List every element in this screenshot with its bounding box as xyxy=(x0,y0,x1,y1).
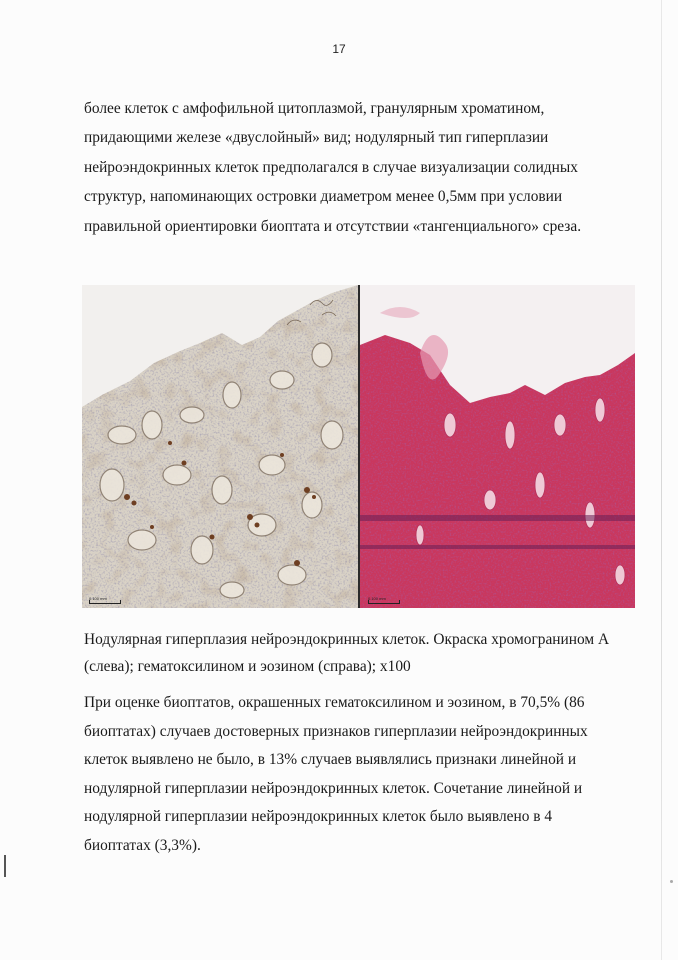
page-edge xyxy=(661,0,662,960)
micrograph-figure xyxy=(82,285,635,608)
paragraph-2: При оценке биоптатов, окрашенных гематоксилином и эозином, в 70,5% (86 биоптатах) случаев достоверных признаков гиперплазии нейроэндокринных клеток выявлено не было, в 13% случаев выявлялись признаки линейной и нодулярной гиперплазии нейроэндокринных клеток. Сочетание линейной и нодулярной гиперплазии нейроэндокринных клеток было выявлено в 4 биоптатах (3,3%). xyxy=(84,694,588,854)
page-number: 17 xyxy=(332,42,346,56)
hematoxylin-eosin-micrograph xyxy=(360,285,635,608)
scan-margin-mark xyxy=(4,855,6,877)
figure-caption: Нодулярная гиперплазия нейроэндокринных клеток. Окраска хромогранином А (слева); гематоксилином и эозином (справа); х100 xyxy=(84,631,610,675)
chromogranin-micrograph xyxy=(82,285,358,608)
paragraph-1: более клеток с амфофильной цитоплазмой, гранулярным хроматином, придающими железе «двуслойный» вид; нодулярный тип гиперплазии нейроэндокринных клеток предполагался в случае визуализации солидных структур, напоминающих островки диаметром менее 0,5мм при условии правильной ориентировки биоптата и отсутствии «тангенциального» среза. xyxy=(84,100,582,235)
scale-bar-right: 0.100 mm xyxy=(368,596,400,604)
scan-dot xyxy=(670,880,673,883)
scale-bar-left: 0.100 mm xyxy=(89,596,121,604)
